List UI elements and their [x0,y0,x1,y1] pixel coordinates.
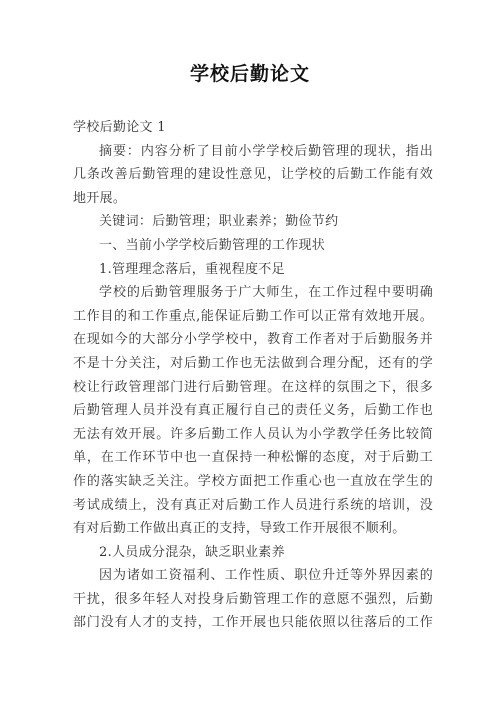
document-title: 学校后勤论文 [189,63,310,85]
paragraph-line: 有对后勤工作做出真正的支持，导致工作开展很不顺利。 [73,521,406,537]
paragraph-line: 后勤管理人员并没有真正履行自己的责任义务，后勤工作也 [73,403,433,419]
paragraph-line: 学校的后勤管理服务于广大师生，在工作过程中要明确 [99,285,433,301]
paragraph-line: 地开展。 [73,190,127,206]
paragraph-line: 单，在工作环节中也一直保持一种松懈的态度，对于后勤工 [73,450,433,466]
paragraph-line: 2.人员成分混杂，缺乏职业素养 [99,544,285,560]
paragraph-line: 部门没有人才的支持，工作开展也只能依照以往落后的工作 [73,615,433,631]
paragraph-line: 作的落实缺乏关注。学校方面把工作重心也一直放在学生的 [73,473,433,489]
paragraph-line: 一、当前小学学校后勤管理的工作现状 [99,237,326,253]
paragraph-line: 不是十分关注，对后勤工作也无法做到合理分配，还有的学 [73,355,433,371]
paragraph-line: 因为诸如工资福利、工作性质、职位升迁等外界因素的 [99,568,433,584]
paragraph-line: 干扰，很多年轻人对投身后勤管理工作的意愿不强烈，后勤 [73,591,433,607]
paragraph-line: 无法有效开展。许多后勤工作人员认为小学教学任务比较简 [73,426,433,442]
paragraph-line: 在现如今的大部分小学学校中，教育工作者对于后勤服务并 [73,332,433,348]
paragraph-line: 校让行政管理部门进行后勤管理。在这样的氛围之下，很多 [73,379,433,395]
paragraph-line: 学校后勤论文 1 [73,120,166,135]
paragraph-line: 摘要：内容分析了目前小学学校后勤管理的现状，指出 [99,143,433,159]
paragraph-line: 几条改善后勤管理的建设性意见，让学校的后勤工作能有效 [73,167,433,183]
paragraph-line: 关键词：后勤管理；职业素养；勤俭节约 [99,214,339,230]
paragraph-line: 考试成绩上，没有真正对后勤工作人员进行系统的培训，没 [73,497,433,513]
document-body [73,116,433,635]
paragraph-line: 1.管理理念落后，重视程度不足 [99,261,285,277]
paragraph-line: 工作目的和工作重点,能保证后勤工作可以正常有效地开展。 [73,308,433,324]
